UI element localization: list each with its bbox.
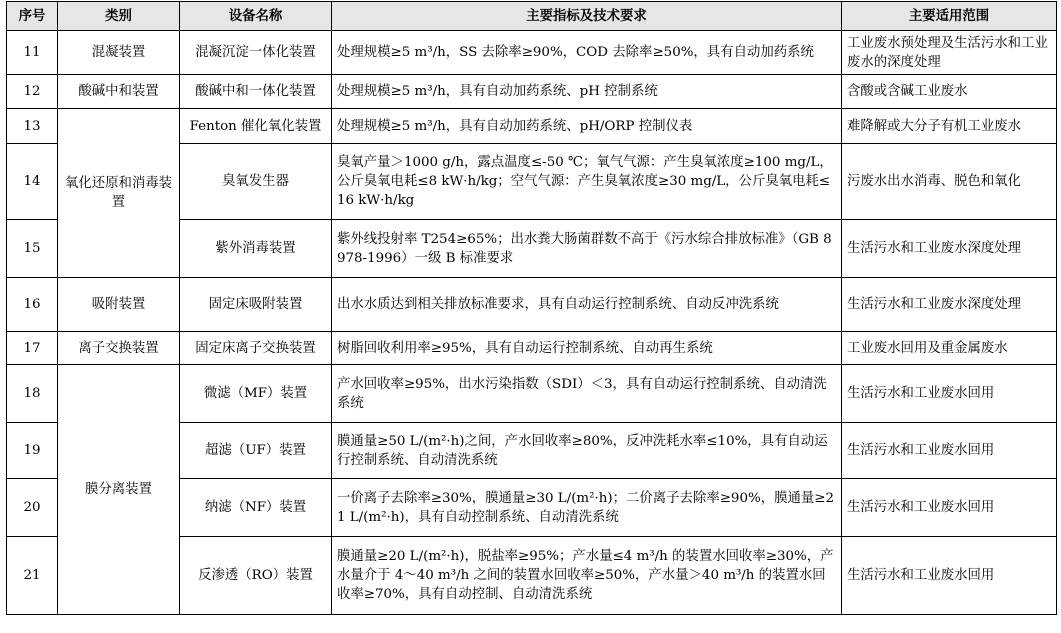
row-requirements: 一价离子去除率≥30%，膜通量≥30 L/(m²·h)；二价离子去除率≥90%，膜通量≥21 L/(m²·h)，具有自动控制系统、自动清洗系统 bbox=[332, 479, 842, 537]
row-scope: 生活污水和工业废水回用 bbox=[842, 423, 1057, 479]
row-category: 吸附装置 bbox=[58, 278, 180, 332]
row-no: 15 bbox=[7, 220, 58, 278]
row-scope: 难降解或大分子有机工业废水 bbox=[842, 109, 1057, 144]
header-requirements: 主要指标及技术要求 bbox=[332, 2, 842, 31]
row-no: 12 bbox=[7, 75, 58, 109]
row-equipment-name: 紫外消毒装置 bbox=[180, 220, 332, 278]
row-scope: 生活污水和工业废水回用 bbox=[842, 479, 1057, 537]
row-category: 膜分离装置 bbox=[58, 365, 180, 615]
row-equipment-name: 微滤（MF）装置 bbox=[180, 365, 332, 423]
row-no: 19 bbox=[7, 423, 58, 479]
row-scope: 污废水出水消毒、脱色和氧化 bbox=[842, 144, 1057, 220]
row-no: 16 bbox=[7, 278, 58, 332]
row-equipment-name: Fenton 催化氧化装置 bbox=[180, 109, 332, 144]
table-row bbox=[7, 332, 1057, 365]
row-no: 18 bbox=[7, 365, 58, 423]
header-category: 类别 bbox=[58, 2, 180, 31]
table-row bbox=[7, 278, 1057, 332]
row-equipment-name: 纳滤（NF）装置 bbox=[180, 479, 332, 537]
row-requirements: 树脂回收利用率≥95%，具有自动运行控制系统、自动再生系统 bbox=[332, 332, 842, 365]
row-no: 21 bbox=[7, 537, 58, 615]
row-category: 离子交换装置 bbox=[58, 332, 180, 365]
row-scope: 工业废水回用及重金属废水 bbox=[842, 332, 1057, 365]
row-requirements: 紫外线投射率 T254≥65%；出水粪大肠菌群数不高于《污水综合排放标准》（GB 8978-1996）一级 B 标准要求 bbox=[332, 220, 842, 278]
row-scope: 生活污水和工业废水深度处理 bbox=[842, 278, 1057, 332]
row-requirements: 臭氧产量＞1000 g/h，露点温度≤-50 ℃；氧气气源：产生臭氧浓度≥100 mg/L，公斤臭氧电耗≤8 kW·h/kg；空气气源：产生臭氧浓度≥30 mg/L，公斤臭氧电耗≤16 kW·h/kg bbox=[332, 144, 842, 220]
table-row bbox=[7, 31, 1057, 75]
row-requirements: 处理规模≥5 m³/h，具有自动加药系统、pH/ORP 控制仪表 bbox=[332, 109, 842, 144]
row-category: 酸碱中和装置 bbox=[58, 75, 180, 109]
row-requirements: 出水水质达到相关排放标准要求，具有自动运行控制系统、自动反冲洗系统 bbox=[332, 278, 842, 332]
header-scope: 主要适用范围 bbox=[842, 2, 1057, 31]
row-scope: 生活污水和工业废水回用 bbox=[842, 537, 1057, 615]
table-row bbox=[7, 365, 1057, 423]
row-no: 20 bbox=[7, 479, 58, 537]
row-equipment-name: 固定床离子交换装置 bbox=[180, 332, 332, 365]
table-row bbox=[7, 75, 1057, 109]
row-no: 17 bbox=[7, 332, 58, 365]
header-no: 序号 bbox=[7, 2, 58, 31]
row-requirements: 膜通量≥50 L/(m²·h)之间，产水回收率≥80%，反冲洗耗水率≤10%，具有自动运行控制系统、自动清洗系统 bbox=[332, 423, 842, 479]
row-scope: 生活污水和工业废水回用 bbox=[842, 365, 1057, 423]
table-row bbox=[7, 109, 1057, 144]
row-requirements: 产水回收率≥95%，出水污染指数（SDI）＜3，具有自动运行控制系统、自动清洗系统 bbox=[332, 365, 842, 423]
row-scope: 生活污水和工业废水深度处理 bbox=[842, 220, 1057, 278]
header-equipment-name: 设备名称 bbox=[180, 2, 332, 31]
row-equipment-name: 超滤（UF）装置 bbox=[180, 423, 332, 479]
header-row bbox=[7, 2, 1057, 31]
row-requirements: 处理规模≥5 m³/h，具有自动加药系统、pH 控制系统 bbox=[332, 75, 842, 109]
row-equipment-name: 反渗透（RO）装置 bbox=[180, 537, 332, 615]
equipment-spec-table bbox=[6, 1, 1057, 615]
row-requirements: 膜通量≥20 L/(m²·h)，脱盐率≥95%；产水量≤4 m³/h 的装置水回收率≥30%，产水量介于 4～40 m³/h 之间的装置水回收率≥50%，产水量＞40 m³/h 的装置水回收率≥70%，具有自动控制、自动清洗系统 bbox=[332, 537, 842, 615]
row-equipment-name: 混凝沉淀一体化装置 bbox=[180, 31, 332, 75]
row-category: 氧化还原和消毒装置 bbox=[58, 109, 180, 278]
row-equipment-name: 臭氧发生器 bbox=[180, 144, 332, 220]
row-equipment-name: 固定床吸附装置 bbox=[180, 278, 332, 332]
row-no: 14 bbox=[7, 144, 58, 220]
row-scope: 工业废水预处理及生活污水和工业废水的深度处理 bbox=[842, 31, 1057, 75]
row-no: 11 bbox=[7, 31, 58, 75]
row-scope: 含酸或含碱工业废水 bbox=[842, 75, 1057, 109]
row-equipment-name: 酸碱中和一体化装置 bbox=[180, 75, 332, 109]
row-requirements: 处理规模≥5 m³/h，SS 去除率≥90%，COD 去除率≥50%，具有自动加药系统 bbox=[332, 31, 842, 75]
row-no: 13 bbox=[7, 109, 58, 144]
row-category: 混凝装置 bbox=[58, 31, 180, 75]
